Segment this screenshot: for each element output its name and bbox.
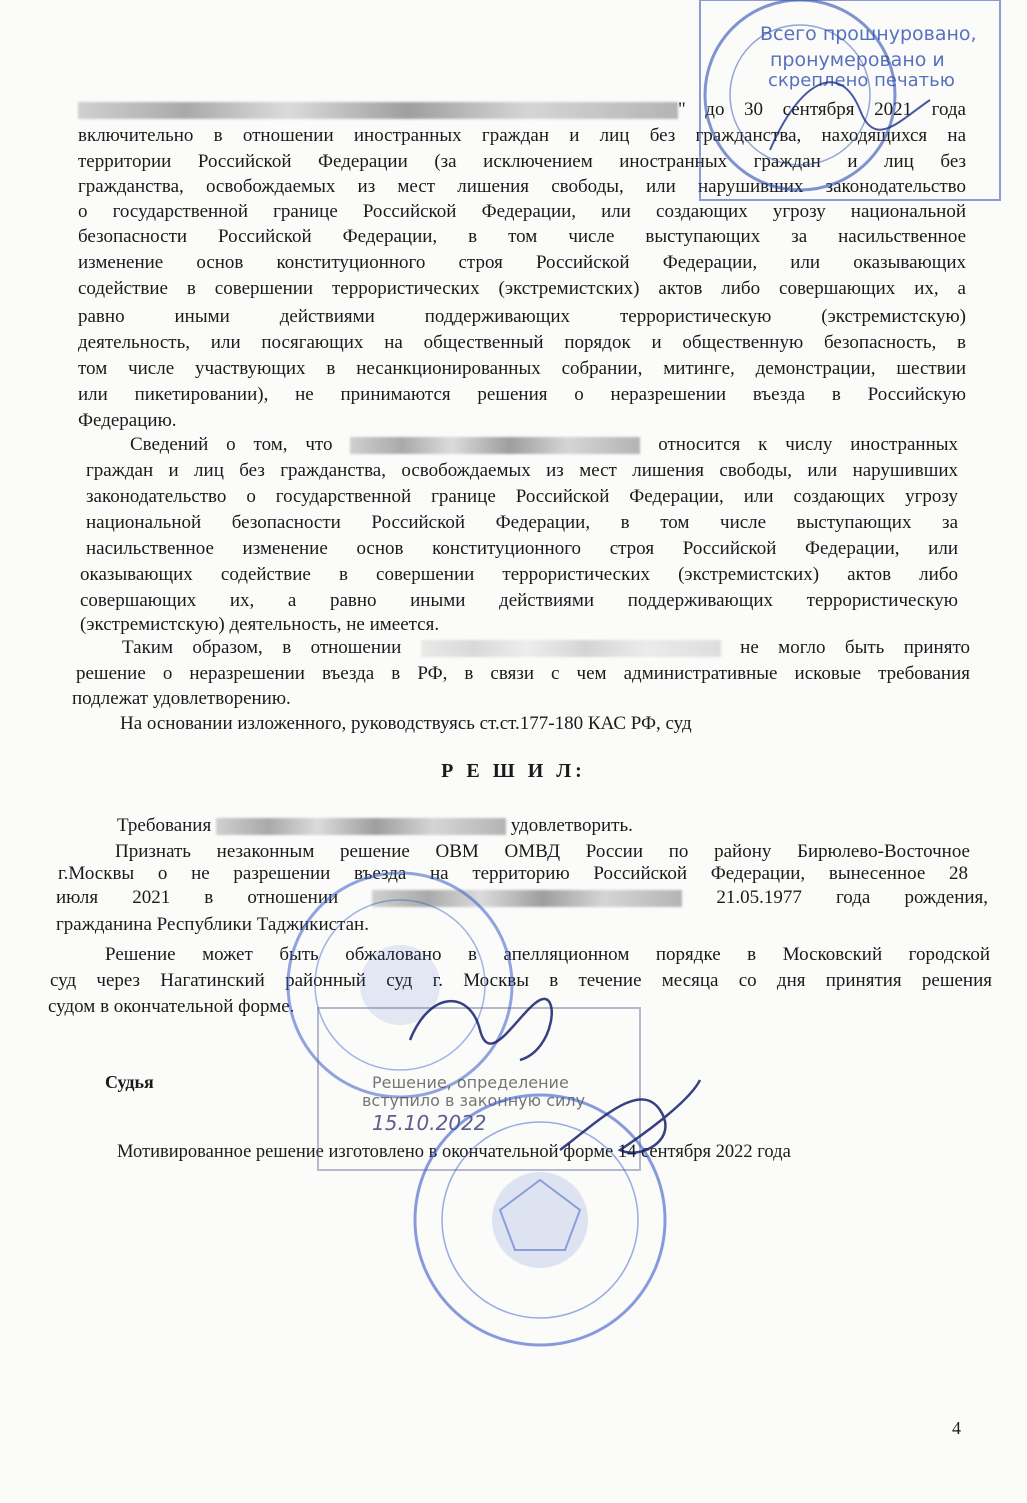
bound-stamp-line3: скреплено печатью xyxy=(768,70,955,91)
paragraph1-line13: Федерацию. xyxy=(78,410,177,431)
paragraph7-line3: судом в окончательной форме. xyxy=(48,996,295,1017)
paragraph2-line2: граждан и лиц без гражданства, освобождаемых из мест лишения свободы, или нарушивших xyxy=(86,460,958,481)
bound-stamp xyxy=(700,0,1000,200)
entry-into-force-stamp xyxy=(318,1008,640,1170)
paragraph6-line4: гражданина Республики Таджикистан. xyxy=(56,914,369,935)
paragraph1-line12: или пикетировании), не принимаются решения о неразрешении въезда в Российскую xyxy=(78,384,966,405)
paragraph2-line5: насильственное изменение основ конституционного строя Российской Федерации, или xyxy=(86,538,958,559)
paragraph4: На основании изложенного, руководствуясь ст.ст.177-180 КАС РФ, суд xyxy=(120,713,692,734)
paragraph5: Требования удовлетворить. xyxy=(117,815,633,836)
paragraph2-line3: законодательство о государственной границе Российской Федерации, или создающих угрозу xyxy=(86,486,958,507)
paragraph1-line6: безопасности Российской Федерации, в том числе выступающих за насильственное xyxy=(78,226,966,247)
page-number: 4 xyxy=(952,1418,961,1438)
paragraph7-line1: Решение может быть обжаловано в апелляционном порядке в Московский городской xyxy=(105,944,990,965)
court-seal-1 xyxy=(288,873,512,1097)
paragraph1-line9: равно иными действиями поддерживающих террористическую (экстремистскую) xyxy=(78,306,966,327)
paragraph1-line1: " до 30 сентября 2021 года xyxy=(78,98,966,122)
bound-stamp-line1: Всего прошнуровано, xyxy=(760,23,977,45)
motivated-decision-note: Мотивированное решение изготовлено в окончательной форме 14 сентября 2022 года xyxy=(117,1142,791,1162)
paragraph6-line1: Признать незаконным решение ОВМ ОМВД России по району Бирюлево-Восточное xyxy=(115,841,970,862)
paragraph1-line3: территории Российской Федерации (за исключением иностранных граждан и лиц без xyxy=(78,151,966,172)
paragraph2-line8: (экстремистскую) деятельность, не имеется. xyxy=(80,614,440,635)
court-seal-2 xyxy=(415,1095,665,1345)
paragraph6-line2: г.Москвы о не разрешении въезда на территорию Российской Федерации, вынесенное 28 xyxy=(58,863,968,884)
paragraph7-line2: суд через Нагатинский районный суд г. Москвы в течение месяца со дня принятия решения xyxy=(50,970,992,991)
paragraph1-line4: гражданства, освобождаемых из мест лишения свободы, или нарушивших законодательство xyxy=(78,176,966,197)
entry-stamp-line2: вступило в законную силу xyxy=(362,1091,586,1110)
entry-stamp-date: 15.10.2022 xyxy=(372,1111,487,1135)
paragraph1-line10: деятельность, или посягающих на общественный порядок и общественную безопасность, в xyxy=(78,332,966,353)
entry-stamp-line1: Решение, определение xyxy=(372,1073,569,1092)
paragraph3-line1: Таким образом, в отношении не могло быть принято xyxy=(122,637,971,658)
paragraph2-line1: Сведений о том, что относится к числу иностранных xyxy=(130,434,959,455)
paragraph3-line3: подлежат удовлетворению. xyxy=(72,688,291,709)
paragraph1-line2: включительно в отношении иностранных граждан и лиц без гражданства, находящихся на xyxy=(78,125,966,146)
paragraph2-line4: национальной безопасности Российской Федерации, в том числе выступающих за xyxy=(86,512,958,533)
paragraph1-line11: том числе участвующих в несанкционированных собрании, митинге, демонстрации, шествии xyxy=(78,358,966,379)
bound-stamp-line2: пронумеровано и xyxy=(770,49,945,71)
paragraph1-line7: изменение основ конституционного строя Российской Федерации, или оказывающих xyxy=(78,252,966,273)
signature-icon xyxy=(770,82,930,150)
paragraph2-line7: совершающих их, а равно иными действиями поддерживающих террористическую xyxy=(80,590,958,611)
paragraph1-line8: содействие в совершении террористических (экстремистских) актов либо совершающих их, а xyxy=(78,278,966,299)
paragraph3-line2: решение о неразрешении въезда в РФ, в связи с чем административные исковые требования xyxy=(76,663,970,684)
judge-label: Судья xyxy=(105,1072,154,1092)
paragraph2-line6: оказывающих содействие в совершении террористических (экстремистских) актов либо xyxy=(80,564,958,585)
paragraph1-line5: о государственной границе Российской Федерации, или создающих угрозу национальной xyxy=(78,201,966,222)
paragraph6-line3: июля 2021 в отношении 21.05.1977 года рождения, xyxy=(56,887,989,908)
decision-heading: Р Е Ш И Л: xyxy=(441,760,586,782)
